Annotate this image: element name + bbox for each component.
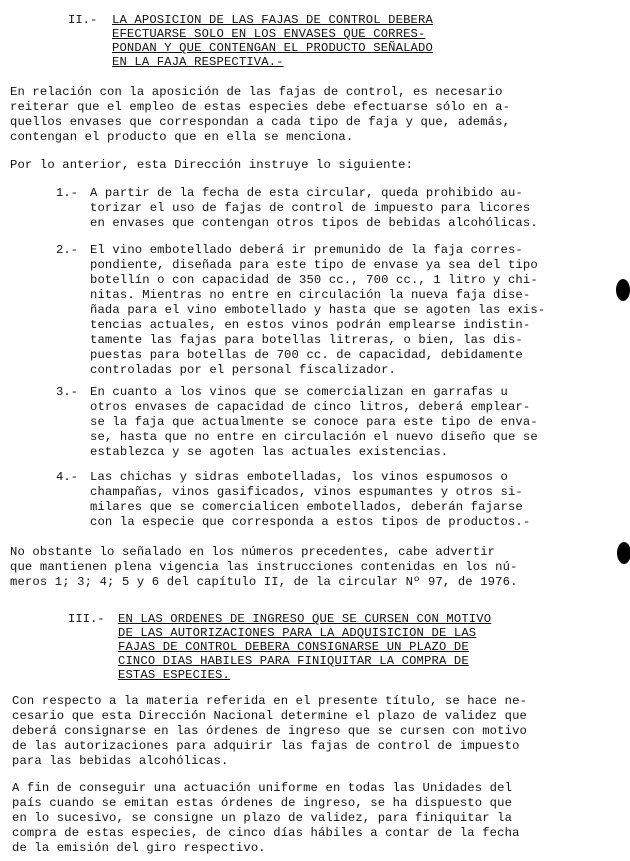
heading-ii-line: LA APOSICION DE LAS FAJAS DE CONTROL DEBERA <box>112 13 433 27</box>
paragraph-line: de las autorizaciones para adquirir las fajas de control de impuesto <box>12 739 520 753</box>
paragraph-line: compra de estas especies, de cinco días hábiles a contar de la fecha <box>12 826 520 840</box>
heading-ii-number: II.- <box>68 13 98 27</box>
item-line: milares que se comercialicen embotellados, deberán fajarse <box>90 500 523 514</box>
item-line: nitas. Mientras no entre en circulación la nueva faja dise- <box>90 288 531 302</box>
paragraph-line: país cuando se emitan estas órdenes de ingreso, se ha dispuesto que <box>12 796 513 810</box>
heading-ii-line: EFECTUARSE SOLO EN LOS ENVASES QUE CORRES- <box>112 27 426 41</box>
paragraph-line: deberá consignarse en las órdenes de ingreso que se cursen con motivo <box>12 724 527 738</box>
paragraph-line: para las bebidas alcohólicas. <box>12 754 229 768</box>
heading-iii-line: CINCO DIAS HABILES PARA FINIQUITAR LA COMPRA DE <box>118 654 469 668</box>
item-line: torizar el uso de fajas de control de impuesto para licores <box>90 201 531 215</box>
item-line: con la especie que corresponda a estos tipos de productos.- <box>90 515 531 529</box>
paragraph-line: En relación con la aposición de las fajas de control, es necesario <box>10 85 503 99</box>
paragraph-line: No obstante lo señalado en los números precedentes, cabe advertir <box>10 545 496 559</box>
item-number: 3.- <box>56 385 78 399</box>
item-line: ñada para el vino embotellado y hasta que se agoten las exis- <box>90 303 546 317</box>
paragraph-line: Por lo anterior, esta Dirección instruye lo siguiente: <box>10 158 414 172</box>
heading-iii-number: III.- <box>68 612 105 626</box>
heading-iii-line: FAJAS DE CONTROL DEBERA CONSIGNARSE UN PLAZO DE <box>118 640 469 654</box>
paragraph-line: A fin de conseguir una actuación uniforme en todas las Unidades del <box>12 781 513 795</box>
item-line: puestas para botellas de 700 cc. de capacidad, debidamente <box>90 348 523 362</box>
paragraph-line: contengan el producto que en ella se menciona. <box>10 130 354 144</box>
item-line: Las chichas y sidras embotelladas, los vinos espumosos o <box>90 470 508 484</box>
item-line: botellín o con capacidad de 350 cc., 700 cc., 1 litro y chi- <box>90 273 538 287</box>
heading-iii-line: EN LAS ORDENES DE INGRESO QUE SE CURSEN CON MOTIVO <box>118 612 492 626</box>
heading-iii-line: DE LAS AUTORIZACIONES PARA LA ADQUISICION DE LAS <box>118 626 477 640</box>
heading-ii-line: PONDAN Y QUE CONTENGAN EL PRODUCTO SEÑALADO <box>112 41 433 55</box>
item-number: 1.- <box>56 186 78 200</box>
paragraph-line: cesario que esta Dirección Nacional determine el plazo de validez que <box>12 709 527 723</box>
item-line: A partir de la fecha de esta circular, queda prohibido au- <box>90 186 523 200</box>
item-line: se la faja que actualmente se conoce para este tipo de enva- <box>90 415 538 429</box>
heading-iii-line: ESTAS ESPECIES. <box>118 668 230 682</box>
punch-hole <box>616 279 630 301</box>
paragraph-line: meros 1; 3; 4; 5 y 6 del capítulo II, de la circular Nº 97, de 1976. <box>10 575 518 589</box>
item-line: controladas por el personal fiscalizador. <box>90 363 397 377</box>
paragraph-line: de la emisión del giro respectivo. <box>12 841 266 855</box>
paragraph-line: Con respecto a la materia referida en el presente título, se hace ne- <box>12 694 527 708</box>
paragraph-line: en lo sucesivo, se consigne un plazo de validez, para finiquitar la <box>12 811 513 825</box>
heading-ii-line: EN LA FAJA RESPECTIVA.- <box>112 55 284 69</box>
item-line: otros envases de capacidad de cinco litros, deberá emplear- <box>90 400 531 414</box>
punch-hole <box>617 542 630 564</box>
paragraph-line: quellos envases que correspondan a cada tipo de faja y que, además, <box>10 115 511 129</box>
item-line: se, hasta que no entre en circulación el nuevo diseño que se <box>90 430 538 444</box>
item-line: en envases que contengan otros tipos de bebidas alcohólicas. <box>90 216 538 230</box>
item-number: 2.- <box>56 243 78 257</box>
paragraph-line: que mantienen plena vigencia las instrucciones contenidas en los nú- <box>10 560 518 574</box>
item-line: El vino embotellado deberá ir premunido de la faja corres- <box>90 243 523 257</box>
item-line: pondiente, diseñada para este tipo de envase ya sea del tipo <box>90 258 538 272</box>
item-line: establezca y se agoten las actuales existencias. <box>90 445 449 459</box>
item-line: En cuanto a los vinos que se comercializan en garrafas u <box>90 385 508 399</box>
item-line: tencias actuales, en estos vinos podrán emplearse indistin- <box>90 318 531 332</box>
paragraph-line: reiterar que el empleo de estas especies debe efectuarse sólo en a- <box>10 100 511 114</box>
item-line: champañas, vinos gasificados, vinos espumantes y otros si- <box>90 485 523 499</box>
item-number: 4.- <box>56 470 78 484</box>
item-line: tamente las fajas para botellas litreras, o bien, las dis- <box>90 333 523 347</box>
